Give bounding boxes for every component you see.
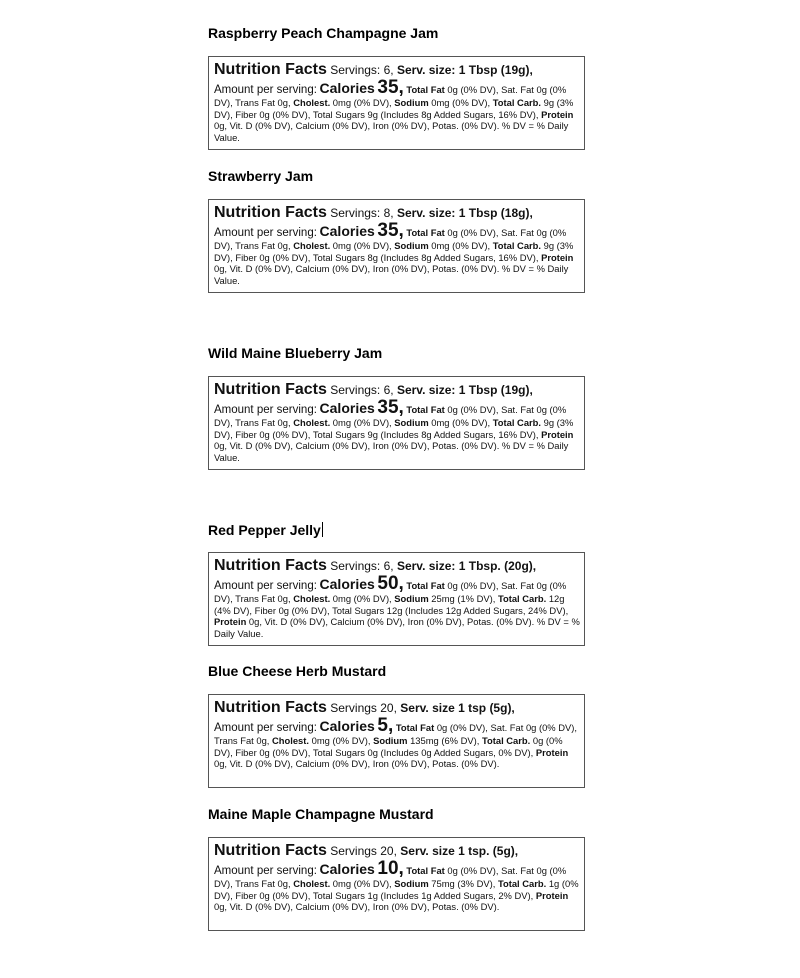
nutrition-facts-heading: Nutrition Facts xyxy=(214,557,327,574)
servings: Servings: 6, xyxy=(330,383,394,397)
amount-per-serving-label: Amount per serving: xyxy=(214,722,317,734)
total-carb-value: 0g (0% DV), Fiber 0g (0% DV), Total Sugars 0g (Includes 0g Added Sugars, 0% DV), xyxy=(214,734,563,758)
calories-value: 5, xyxy=(377,715,394,736)
amount-per-serving-label: Amount per serving: xyxy=(214,227,317,239)
total-fat-value: 0g (0% DV), Sat. Fat 0g (0% DV), Trans Fat 0g, xyxy=(214,722,577,746)
nutrition-facts-label xyxy=(208,837,585,931)
protein-and-vitamins-value: 0g, Vit. D (0% DV), Calcium (0% DV), Iron (0% DV), Potas. (0% DV). % DV = % Daily Value. xyxy=(214,263,569,287)
total-carb-label: Total Carb. xyxy=(497,592,547,604)
total-fat-value: 0g (0% DV), Sat. Fat 0g (0% DV), Trans Fat 0g, xyxy=(214,84,567,108)
total-fat-label: Total Fat xyxy=(406,404,445,415)
serving-size: Serv. size 1 tsp. (5g), xyxy=(400,844,519,858)
calories-value: 50, xyxy=(377,573,404,594)
nutrition-facts-label xyxy=(208,376,585,470)
nutrition-facts-body xyxy=(214,77,580,144)
cholesterol-value: 0mg (0% DV), xyxy=(332,877,392,889)
amount-per-serving-label: Amount per serving: xyxy=(214,404,317,416)
nutrition-facts-heading: Nutrition Facts xyxy=(214,381,327,398)
protein-and-vitamins-value: 0g, Vit. D (0% DV), Calcium (0% DV), Iron (0% DV), Potas. (0% DV). xyxy=(214,901,500,913)
sodium-label: Sodium xyxy=(373,734,408,746)
calories-label: Calories xyxy=(319,576,375,592)
cholesterol-value: 0mg (0% DV), xyxy=(311,734,371,746)
nutrition-facts-body xyxy=(214,715,580,770)
servings: Servings 20, xyxy=(330,844,397,858)
product-title[interactable] xyxy=(208,522,323,538)
product-title: Wild Maine Blueberry Jam xyxy=(208,345,383,361)
nutrition-facts-heading: Nutrition Facts xyxy=(214,204,327,221)
cholesterol-label: Cholest. xyxy=(293,239,331,251)
calories-label: Calories xyxy=(319,223,375,239)
total-fat-value: 0g (0% DV), Sat. Fat 0g (0% DV), Trans Fat 0g, xyxy=(214,404,567,428)
calories-label: Calories xyxy=(319,80,375,96)
total-carb-label: Total Carb. xyxy=(497,877,547,889)
sodium-label: Sodium xyxy=(394,877,429,889)
nutrition-facts-heading: Nutrition Facts xyxy=(214,699,327,716)
serving-size: Serv. size: 1 Tbsp (18g), xyxy=(396,206,533,220)
sodium-value: 0mg (0% DV), xyxy=(431,239,491,251)
nutrition-facts-label xyxy=(208,199,585,293)
total-fat-label: Total Fat xyxy=(395,722,435,733)
nutrition-facts-header xyxy=(214,698,580,718)
protein-label: Protein xyxy=(541,251,574,263)
cholesterol-label: Cholest. xyxy=(272,734,309,746)
sodium-value: 0mg (0% DV), xyxy=(431,96,491,108)
sodium-label: Sodium xyxy=(394,416,429,428)
serving-size: Serv. size: 1 Tbsp (19g), xyxy=(396,63,533,77)
servings: Servings: 8, xyxy=(330,206,394,220)
total-carb-label: Total Carb. xyxy=(492,239,542,251)
nutrition-facts-body xyxy=(214,858,580,913)
cholesterol-value: 0mg (0% DV), xyxy=(332,592,392,604)
nutrition-facts-body xyxy=(214,220,580,287)
protein-label: Protein xyxy=(535,746,569,758)
total-fat-value: 0g (0% DV), Sat. Fat 0g (0% DV), Trans Fat 0g, xyxy=(214,865,567,889)
product-title: Strawberry Jam xyxy=(208,168,314,184)
cholesterol-value: 0mg (0% DV), xyxy=(332,96,392,108)
calories-label: Calories xyxy=(319,400,375,416)
sodium-value: 25mg (1% DV), xyxy=(431,592,496,604)
cholesterol-value: 0mg (0% DV), xyxy=(332,239,392,251)
nutrition-facts-body xyxy=(214,573,580,640)
serving-size: Serv. size: 1 Tbsp. (20g), xyxy=(396,559,537,573)
nutrition-facts-heading: Nutrition Facts xyxy=(214,842,327,859)
nutrition-facts-body xyxy=(214,397,580,464)
protein-and-vitamins-value: 0g, Vit. D (0% DV), Calcium (0% DV), Iron (0% DV), Potas. (0% DV). % DV = % Daily Value. xyxy=(214,616,580,640)
calories-value: 35, xyxy=(377,77,404,98)
calories-label: Calories xyxy=(319,861,375,877)
protein-label: Protein xyxy=(214,616,247,628)
total-carb-value: 9g (3% DV), Fiber 0g (0% DV), Total Sugars 9g (Includes 8g Added Sugars, 16% DV), xyxy=(214,416,574,440)
cholesterol-label: Cholest. xyxy=(293,96,331,108)
cholesterol-label: Cholest. xyxy=(293,416,331,428)
sodium-label: Sodium xyxy=(394,239,429,251)
protein-and-vitamins-value: 0g, Vit. D (0% DV), Calcium (0% DV), Iron (0% DV), Potas. (0% DV). % DV = % Daily Value. xyxy=(214,120,569,144)
nutrition-facts-label xyxy=(208,56,585,150)
calories-label: Calories xyxy=(319,718,375,734)
total-carb-value: 1g (0% DV), Fiber 0g (0% DV), Total Sugars 1g (Includes 1g Added Sugars, 2% DV), xyxy=(214,877,579,901)
text-cursor xyxy=(322,522,323,537)
total-carb-label: Total Carb. xyxy=(481,734,531,746)
nutrition-facts-label xyxy=(208,552,585,646)
calories-value: 35, xyxy=(377,220,404,241)
cholesterol-label: Cholest. xyxy=(293,877,331,889)
protein-and-vitamins-value: 0g, Vit. D (0% DV), Calcium (0% DV), Iron (0% DV), Potas. (0% DV). xyxy=(214,758,500,770)
serving-size: Serv. size 1 tsp (5g), xyxy=(400,701,515,715)
total-carb-value: 9g (3% DV), Fiber 0g (0% DV), Total Sugars 8g (Includes 8g Added Sugars, 16% DV), xyxy=(214,239,574,263)
total-fat-value: 0g (0% DV), Sat. Fat 0g (0% DV), Trans Fat 0g, xyxy=(214,580,567,604)
sodium-value: 0mg (0% DV), xyxy=(431,416,491,428)
nutrition-facts-label xyxy=(208,694,585,788)
cholesterol-label: Cholest. xyxy=(293,592,331,604)
total-carb-value: 12g (4% DV), Fiber 0g (0% DV), Total Sugars 12g (Includes 12g Added Sugars, 24% DV), xyxy=(214,592,569,616)
sodium-value: 75mg (3% DV), xyxy=(431,877,496,889)
protein-label: Protein xyxy=(535,889,569,901)
total-fat-label: Total Fat xyxy=(406,580,445,591)
product-title: Blue Cheese Herb Mustard xyxy=(208,663,387,679)
servings: Servings: 6, xyxy=(330,559,394,573)
total-carb-value: 9g (3% DV), Fiber 0g (0% DV), Total Sugars 9g (Includes 8g Added Sugars, 16% DV), xyxy=(214,96,574,120)
amount-per-serving-label: Amount per serving: xyxy=(214,865,317,877)
protein-and-vitamins-value: 0g, Vit. D (0% DV), Calcium (0% DV), Iron (0% DV), Potas. (0% DV). % DV = % Daily Value. xyxy=(214,440,569,464)
cholesterol-value: 0mg (0% DV), xyxy=(332,416,392,428)
calories-value: 35, xyxy=(377,397,404,418)
servings: Servings: 6, xyxy=(330,63,394,77)
protein-label: Protein xyxy=(541,428,574,440)
total-fat-label: Total Fat xyxy=(406,227,445,238)
sodium-value: 135mg (6% DV), xyxy=(410,734,480,746)
total-fat-value: 0g (0% DV), Sat. Fat 0g (0% DV), Trans Fat 0g, xyxy=(214,227,567,251)
serving-size: Serv. size: 1 Tbsp (19g), xyxy=(396,383,533,397)
total-fat-label: Total Fat xyxy=(406,865,445,876)
nutrition-facts-heading: Nutrition Facts xyxy=(214,61,327,78)
servings: Servings 20, xyxy=(330,701,397,715)
amount-per-serving-label: Amount per serving: xyxy=(214,84,317,96)
product-title: Raspberry Peach Champagne Jam xyxy=(208,25,439,41)
product-title-text: Red Pepper Jelly xyxy=(208,522,321,538)
sodium-label: Sodium xyxy=(394,592,429,604)
total-fat-label: Total Fat xyxy=(406,84,445,95)
total-carb-label: Total Carb. xyxy=(492,416,542,428)
amount-per-serving-label: Amount per serving: xyxy=(214,580,317,592)
protein-label: Protein xyxy=(541,108,574,120)
sodium-label: Sodium xyxy=(394,96,429,108)
total-carb-label: Total Carb. xyxy=(492,96,542,108)
calories-value: 10, xyxy=(377,858,404,879)
product-title: Maine Maple Champagne Mustard xyxy=(208,806,434,822)
